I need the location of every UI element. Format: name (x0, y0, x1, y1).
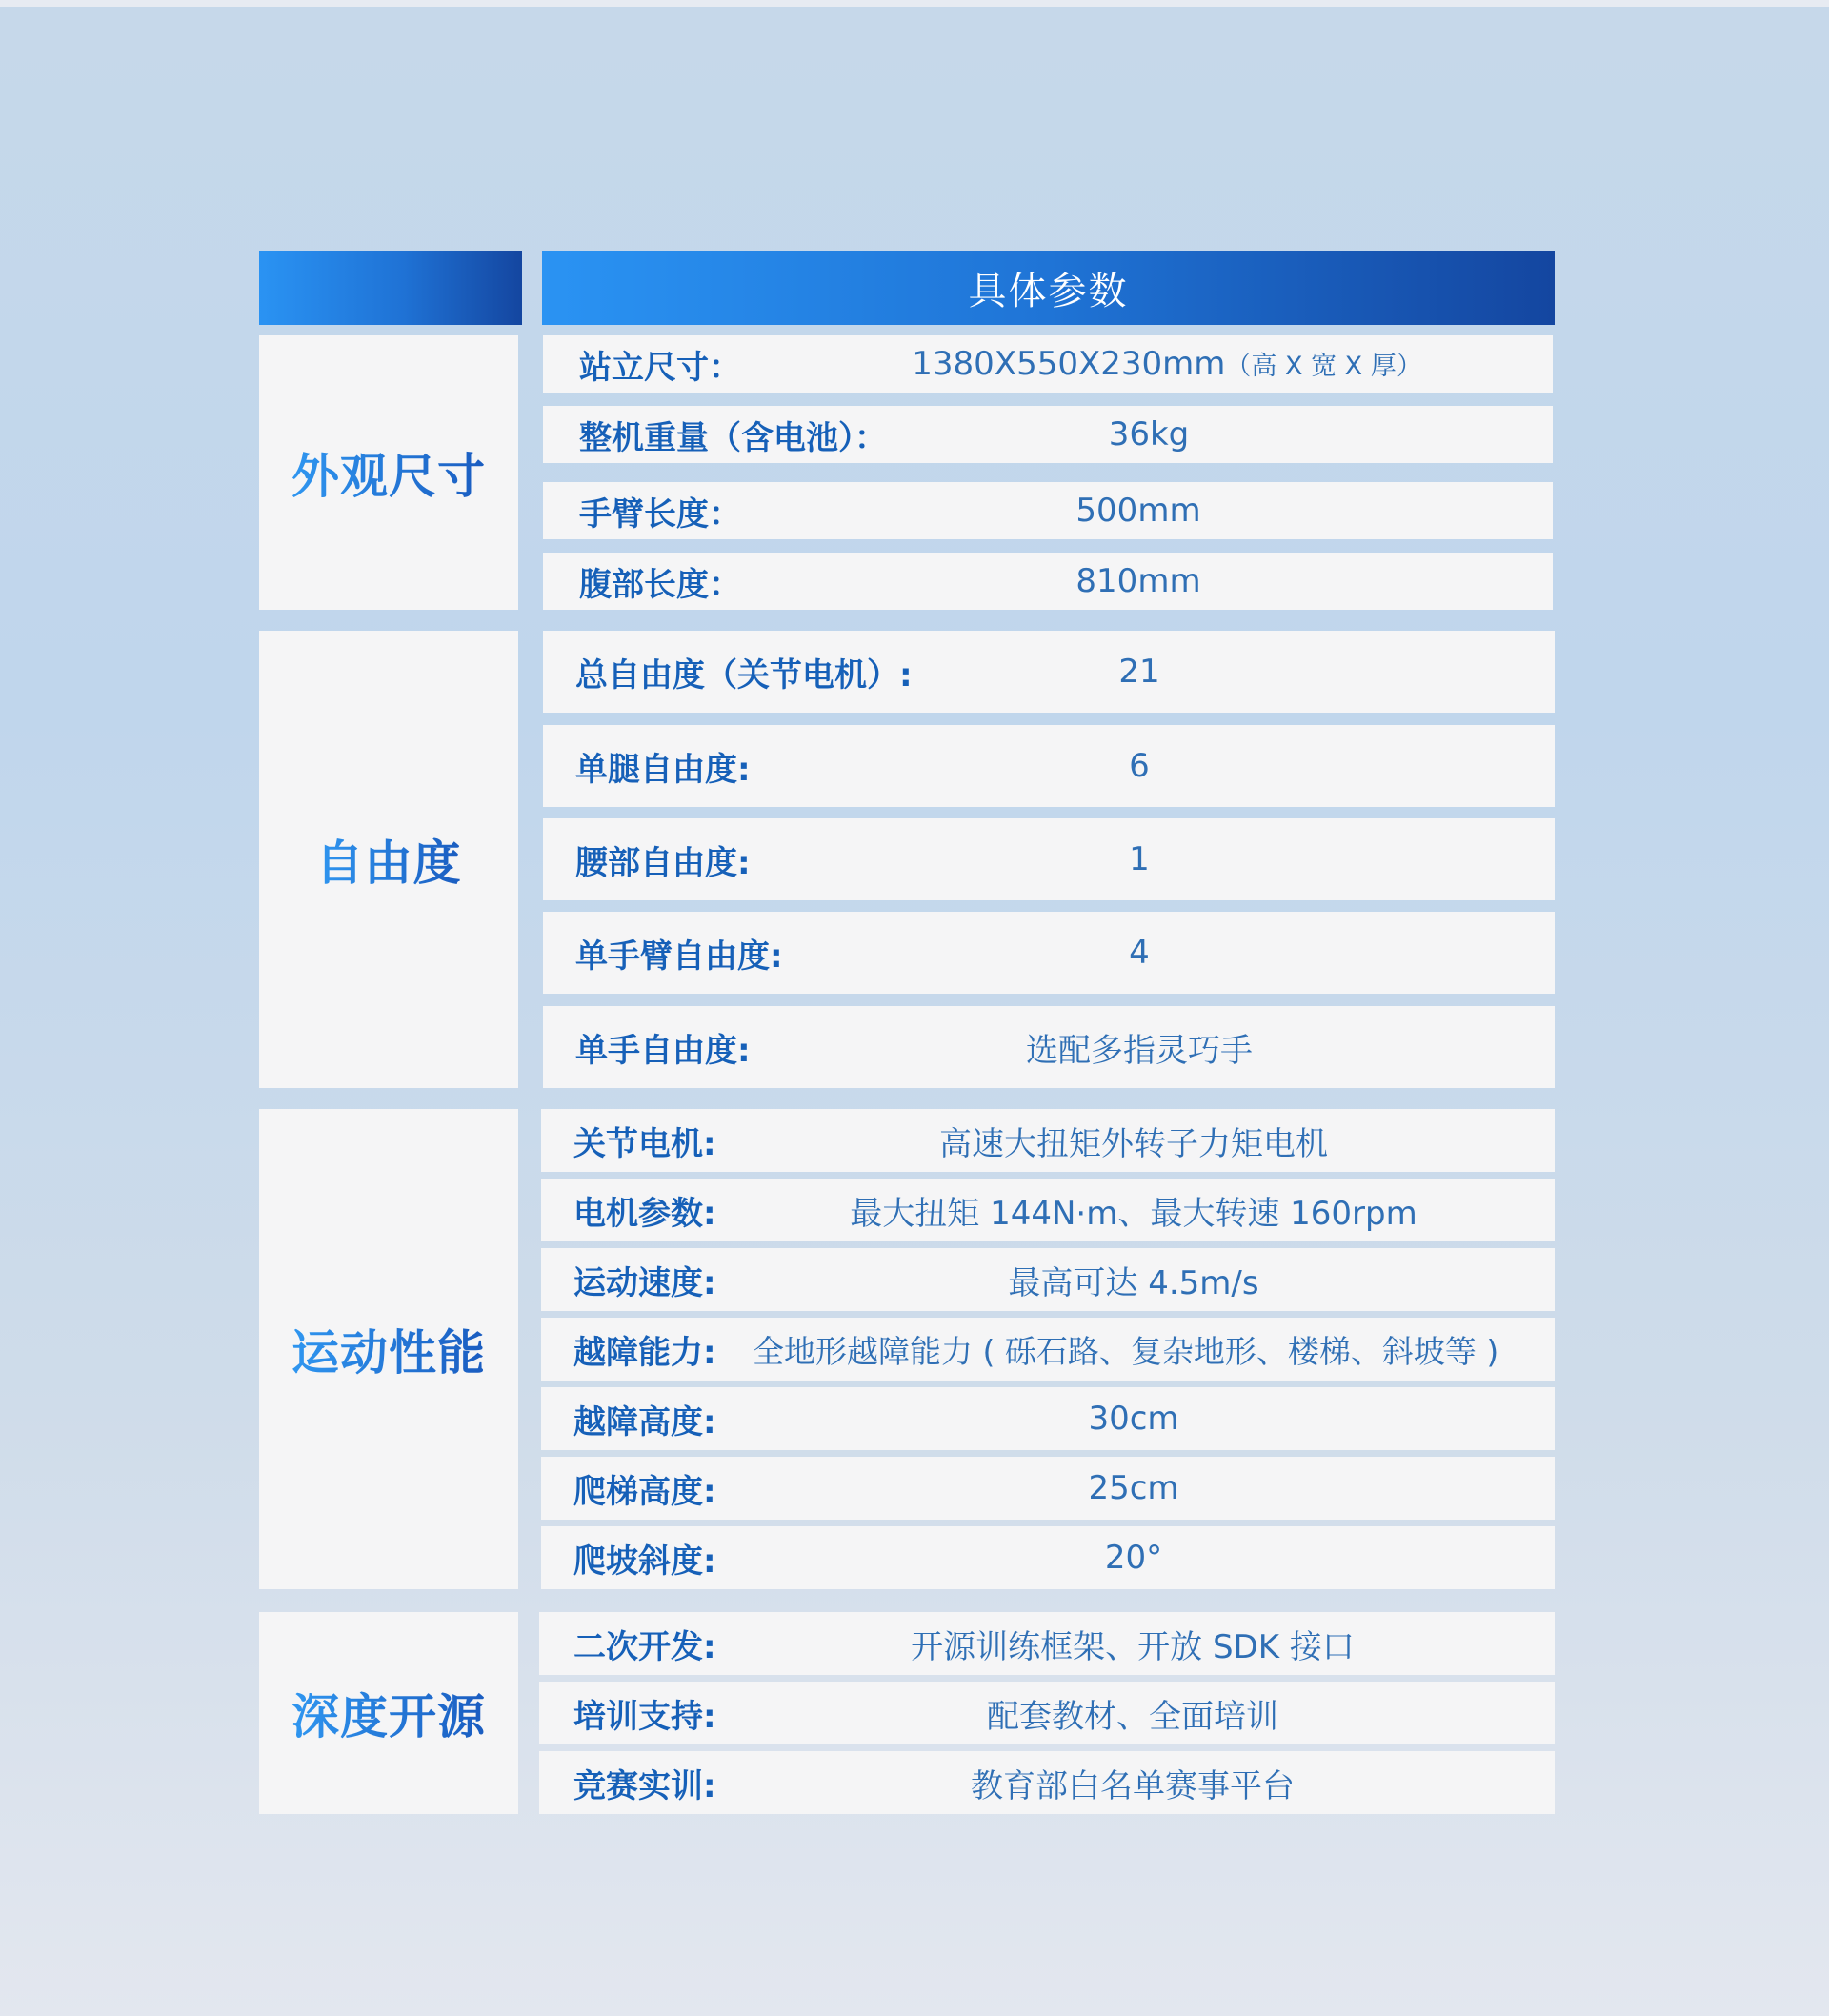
category-motion-performance (259, 1109, 518, 1589)
header-left-bar (259, 251, 522, 325)
spec-row-abdomen-length (543, 553, 1553, 610)
spec-label: 爬坡斜度: (573, 1542, 716, 1581)
spec-label: 越障高度: (573, 1402, 716, 1441)
spec-label: 单手臂自由度: (575, 937, 783, 976)
spec-value: 高速大扭矩外转子力矩电机 (939, 1124, 1328, 1163)
category-deep-open-source (259, 1612, 518, 1814)
spec-label: 单手自由度: (575, 1031, 751, 1070)
spec-label: 腹部长度： (579, 565, 741, 604)
spec-row-weight (543, 406, 1553, 463)
top-border (0, 0, 1829, 7)
spec-row-speed (541, 1248, 1555, 1311)
spec-value: 1380X550X230mm（高 X 宽 X 厚） (912, 345, 1422, 383)
spec-row-joint-motor (541, 1109, 1555, 1172)
spec-value: 810mm (1075, 562, 1201, 600)
spec-row-stair-height (541, 1457, 1555, 1520)
spec-label: 二次开发: (573, 1627, 716, 1666)
spec-label: 运动速度: (573, 1263, 716, 1302)
spec-label: 越障能力: (573, 1333, 716, 1372)
spec-row-leg-dof (543, 725, 1555, 807)
spec-row-competition (539, 1751, 1555, 1814)
spec-value: 教育部白名单赛事平台 (971, 1766, 1295, 1805)
spec-value: 6 (1129, 747, 1150, 785)
spec-label: 关节电机: (573, 1124, 716, 1163)
spec-label: 腰部自由度: (575, 843, 751, 882)
spec-label: 电机参数: (573, 1194, 716, 1233)
category-label: 外观尺寸 (291, 438, 486, 507)
category-label: 运动性能 (291, 1315, 486, 1383)
spec-value: 选配多指灵巧手 (1026, 1031, 1253, 1070)
category-label: 自由度 (316, 825, 462, 894)
spec-row-slope (541, 1526, 1555, 1589)
spec-value: 36kg (1108, 415, 1190, 454)
spec-value: 4 (1129, 934, 1150, 972)
spec-row-training-support (539, 1682, 1555, 1744)
spec-value: 25cm (1088, 1469, 1179, 1507)
spec-value: 30cm (1088, 1400, 1179, 1438)
spec-label: 单腿自由度: (575, 750, 751, 789)
spec-row-total-dof (543, 631, 1555, 713)
spec-value: 开源训练框架、开放 SDK 接口 (911, 1627, 1355, 1666)
spec-value: 最高可达 4.5m/s (1008, 1263, 1259, 1302)
spec-value: 1 (1129, 840, 1150, 878)
spec-row-obstacle-height (541, 1387, 1555, 1450)
category-label: 深度开源 (291, 1679, 486, 1747)
spec-value: 全地形越障能力 ( 砾石路、复杂地形、楼梯、斜坡等 ) (753, 1332, 1499, 1370)
spec-value: 配套教材、全面培训 (987, 1697, 1278, 1736)
spec-row-standing-size (543, 335, 1553, 393)
spec-label: 整机重量（含电池）： (579, 418, 887, 457)
spec-label: 竞赛实训: (573, 1766, 716, 1805)
spec-row-secondary-dev (539, 1612, 1555, 1675)
spec-row-waist-dof (543, 818, 1555, 900)
spec-label: 手臂长度： (579, 494, 741, 534)
spec-value: 500mm (1075, 492, 1201, 530)
spec-row-hand-dof (543, 1006, 1555, 1088)
spec-label: 爬梯高度: (573, 1472, 716, 1511)
spec-row-arm-length (543, 482, 1553, 539)
spec-row-motor-params (541, 1179, 1555, 1241)
spec-value: 最大扭矩 144N·m、最大转速 160rpm (850, 1194, 1417, 1233)
category-appearance-size (259, 335, 518, 610)
spec-label: 培训支持: (573, 1697, 716, 1736)
spec-label: 总自由度（关节电机）: (575, 655, 913, 695)
spec-row-obstacle-ability (541, 1318, 1555, 1381)
spec-value: 21 (1118, 653, 1160, 691)
spec-row-arm-dof (543, 912, 1555, 994)
spec-table-header (542, 251, 1555, 325)
category-degrees-of-freedom (259, 631, 518, 1088)
spec-value: 20° (1104, 1539, 1163, 1577)
spec-table-title: 具体参数 (968, 269, 1129, 313)
spec-label: 站立尺寸： (579, 348, 741, 387)
